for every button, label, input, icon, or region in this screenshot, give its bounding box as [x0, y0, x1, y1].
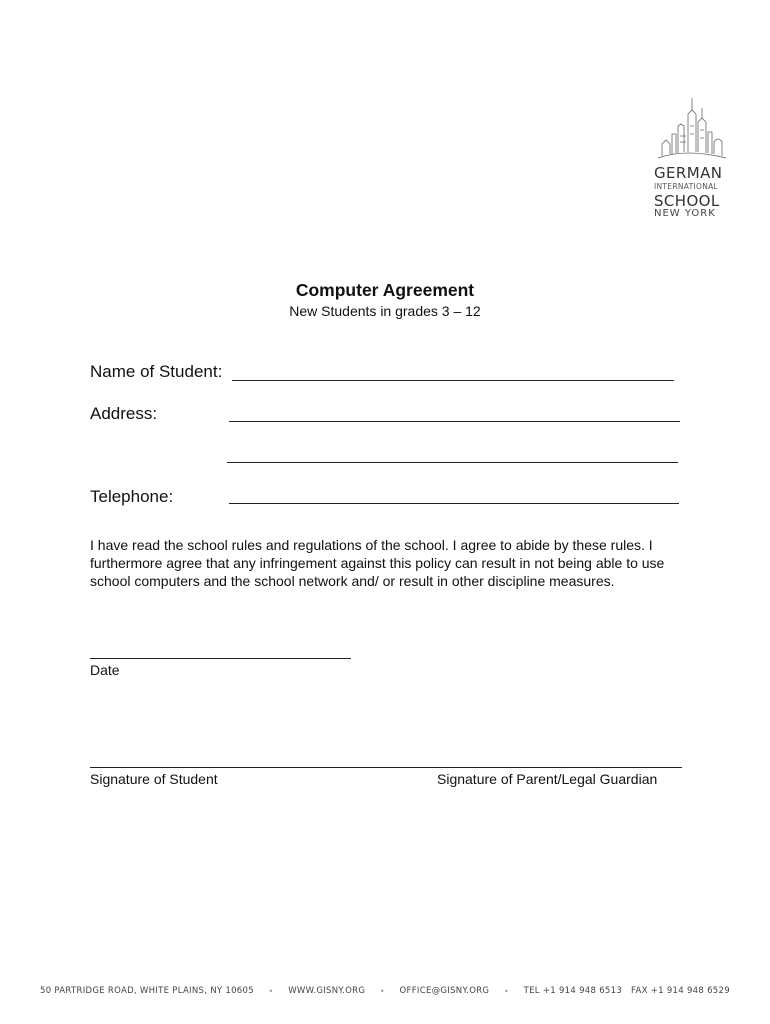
telephone-field-line[interactable]	[229, 503, 679, 504]
footer-website[interactable]: WWW.GISNY.ORG	[288, 986, 366, 996]
agreement-text: I have read the school rules and regulations of the school. I agree to abide by these rules. I furthermore agree that any infringement against this policy can result in not being able to use school computers and the school network and/ or result in other discipline measures.	[90, 537, 665, 589]
school-logo	[650, 96, 730, 226]
student-signature-label: Signature of Student	[90, 771, 218, 787]
footer-separator: •	[268, 986, 274, 996]
footer	[40, 986, 730, 996]
telephone-label: Telephone:	[90, 487, 174, 506]
name-field-line[interactable]	[232, 380, 674, 381]
date-label: Date	[90, 662, 120, 678]
logo-line-international: INTERNATIONAL	[654, 182, 719, 191]
city-skyline-icon	[656, 96, 728, 166]
page-subtitle: New Students in grades 3 – 12	[289, 303, 481, 319]
name-label: Name of Student:	[90, 362, 223, 381]
address-label: Address:	[90, 404, 158, 423]
footer-separator: •	[503, 986, 509, 996]
logo-line-newyork: NEW YORK	[654, 207, 716, 219]
address-field-line-1[interactable]	[229, 421, 680, 422]
footer-fax: FAX +1 914 948 6529	[631, 986, 730, 996]
date-field-line[interactable]	[90, 658, 351, 659]
footer-address: 50 PARTRIDGE ROAD, WHITE PLAINS, NY 10605	[40, 986, 254, 996]
footer-phone: TEL +1 914 948 6513	[523, 986, 623, 996]
logo-line-german: GERMAN	[654, 164, 723, 182]
signature-line[interactable]	[90, 767, 682, 768]
page-title: Computer Agreement	[295, 280, 475, 300]
address-field-line-2[interactable]	[227, 462, 678, 463]
footer-email[interactable]: OFFICE@GISNY.ORG	[399, 986, 490, 996]
parent-signature-label: Signature of Parent/Legal Guardian	[437, 771, 658, 787]
footer-separator: •	[379, 986, 385, 996]
logo-line-school: SCHOOL	[654, 191, 720, 210]
